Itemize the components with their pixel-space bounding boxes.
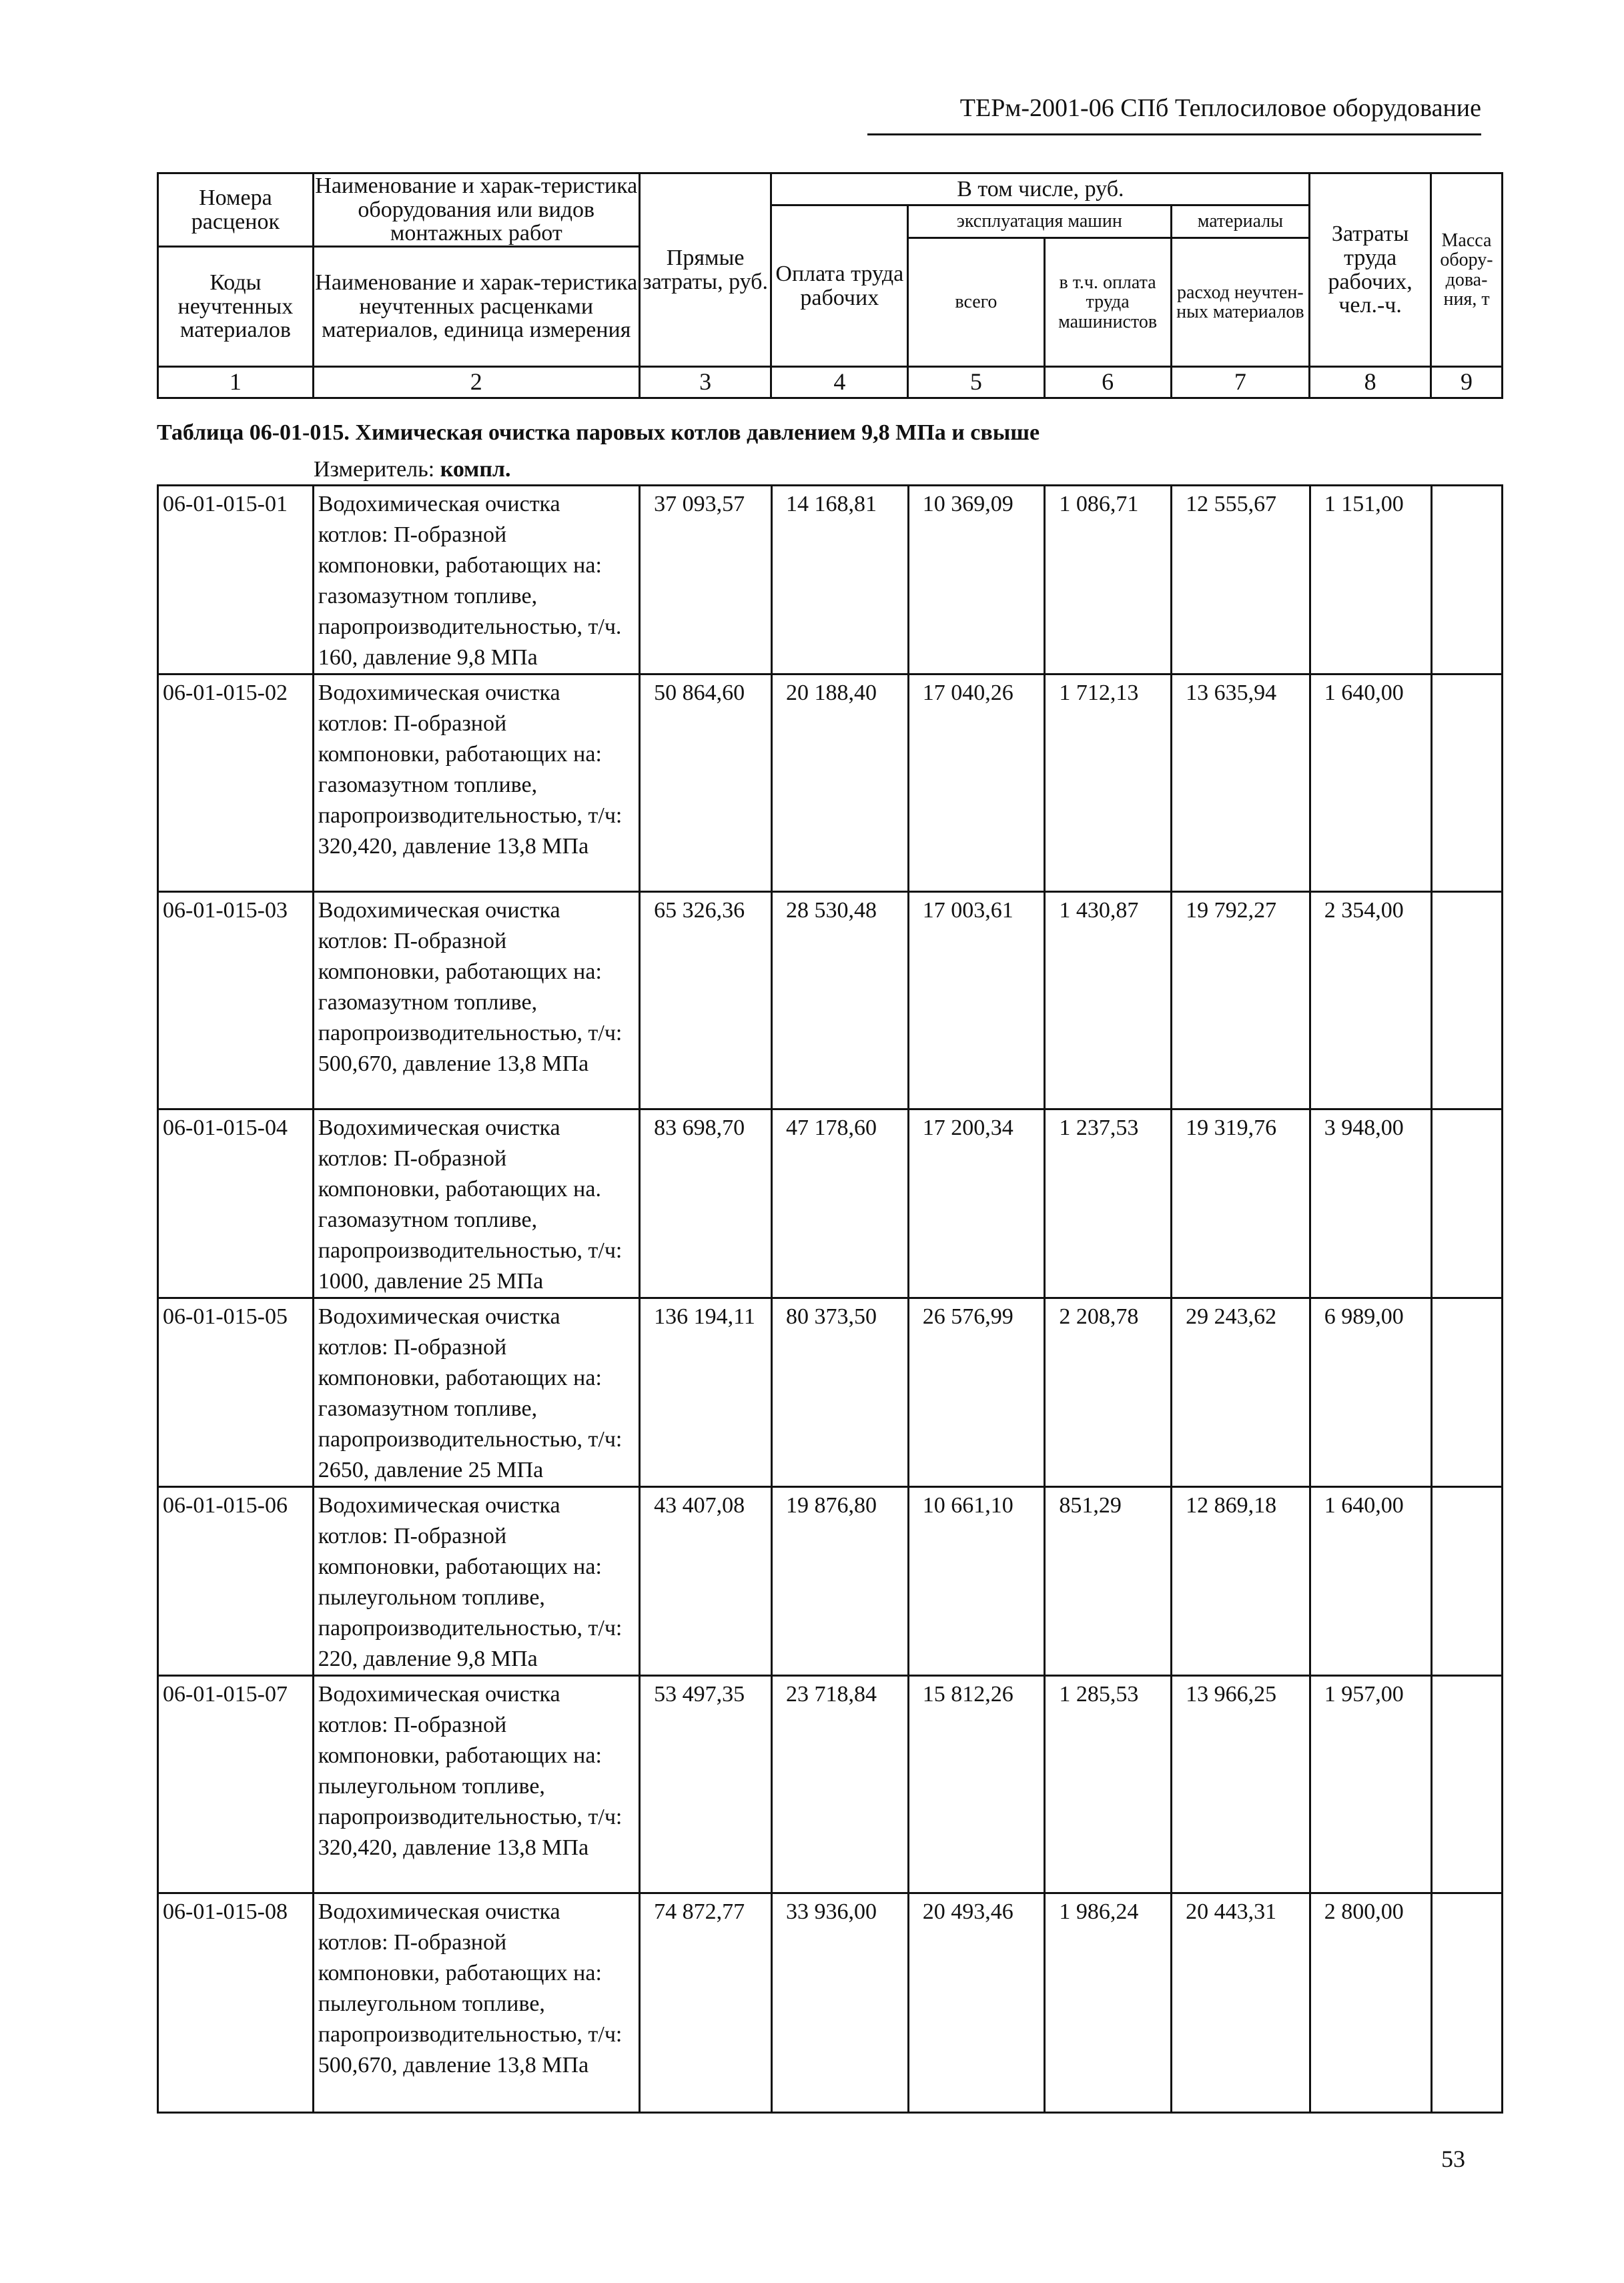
- column-index: 5: [908, 367, 1044, 398]
- column-index: 2: [313, 367, 639, 398]
- equipment-mass: [1431, 674, 1503, 892]
- rate-code: 06-01-015-01: [158, 486, 314, 674]
- labor-hours: 6 989,00: [1310, 1298, 1431, 1487]
- machines-total: 15 812,26: [908, 1676, 1045, 1893]
- labor-pay: 28 530,48: [772, 892, 909, 1109]
- table-row: [158, 1676, 1503, 1893]
- labor-hours: 3 948,00: [1310, 1109, 1431, 1298]
- machines-total: 17 040,26: [908, 674, 1045, 892]
- direct-costs: 43 407,08: [640, 1487, 772, 1676]
- work-description: Водохимическая очистка котлов: П-образной компоновки, работающих на: газомазутном топливе, паропроизводительностью, т/ч: 2650, давление 25 МПа: [313, 1298, 639, 1487]
- column-header-table: [157, 172, 1503, 399]
- machines-total: 26 576,99: [908, 1298, 1045, 1487]
- header-machinists-pay: в т.ч. оплата труда машинистов: [1044, 238, 1171, 367]
- equipment-mass: [1431, 486, 1503, 674]
- table-row: [158, 1298, 1503, 1487]
- labor-hours: 1 640,00: [1310, 674, 1431, 892]
- work-description: Водохимическая очистка котлов: П-образной компоновки, работающих на: пылеугольном топливе, паропроизводительностью, т/ч: 500,670, давление 13,8 МПа: [313, 1893, 639, 2113]
- machinists-pay: 2 208,78: [1045, 1298, 1172, 1487]
- header-code-bottom: Коды неучтенных материалов: [158, 247, 314, 367]
- labor-pay: 20 188,40: [772, 674, 909, 892]
- labor-pay: 47 178,60: [772, 1109, 909, 1298]
- column-index: 9: [1431, 367, 1503, 398]
- header-unaccounted-materials: расход неучтен-ных материалов: [1171, 238, 1310, 367]
- header-direct-costs: Прямые затраты, руб.: [639, 173, 771, 367]
- table-row: [158, 1487, 1503, 1676]
- materials-cost: 29 243,62: [1172, 1298, 1310, 1487]
- machinists-pay: 1 712,13: [1045, 674, 1172, 892]
- work-description: Водохимическая очистка котлов: П-образной компоновки, работающих на: газомазутном топливе, паропроизводительностью, т/ч: 500,670, давление 13,8 МПа: [313, 892, 639, 1109]
- machines-total: 17 003,61: [908, 892, 1045, 1109]
- direct-costs: 65 326,36: [640, 892, 772, 1109]
- column-index: 3: [639, 367, 771, 398]
- header-code-top: Номера расценок: [158, 173, 314, 247]
- direct-costs: 37 093,57: [640, 486, 772, 674]
- rate-code: 06-01-015-03: [158, 892, 314, 1109]
- column-index: 1: [158, 367, 314, 398]
- work-description: Водохимическая очистка котлов: П-образной компоновки, работающих на: газомазутном топливе, паропроизводительностью, т/ч. 160, давление 9,8 МПа: [313, 486, 639, 674]
- header-labor-hours: Затраты труда рабочих, чел.-ч.: [1310, 173, 1431, 367]
- direct-costs: 50 864,60: [640, 674, 772, 892]
- header-name-bottom: Наименование и харак-теристика неучтенных расценками материалов, единица измерения: [313, 247, 639, 367]
- direct-costs: 74 872,77: [640, 1893, 772, 2113]
- machines-total: 17 200,34: [908, 1109, 1045, 1298]
- labor-pay: 80 373,50: [772, 1298, 909, 1487]
- column-index: 7: [1171, 367, 1310, 398]
- labor-pay: 19 876,80: [772, 1487, 909, 1676]
- materials-cost: 13 635,94: [1172, 674, 1310, 892]
- work-description: Водохимическая очистка котлов: П-образной компоновки, работающих на. газомазутном топливе, паропроизводительностью, т/ч: 1000, давление 25 МПа: [313, 1109, 639, 1298]
- machinists-pay: 1 986,24: [1045, 1893, 1172, 2113]
- machinists-pay: 1 086,71: [1045, 486, 1172, 674]
- rates-table: [157, 484, 1503, 2114]
- rate-code: 06-01-015-06: [158, 1487, 314, 1676]
- labor-hours: 2 354,00: [1310, 892, 1431, 1109]
- materials-cost: 20 443,31: [1172, 1893, 1310, 2113]
- header-materials-group: материалы: [1171, 205, 1310, 238]
- direct-costs: 83 698,70: [640, 1109, 772, 1298]
- materials-cost: 12 869,18: [1172, 1487, 1310, 1676]
- table-row: [158, 892, 1503, 1109]
- labor-hours: 1 957,00: [1310, 1676, 1431, 1893]
- equipment-mass: [1431, 1487, 1503, 1676]
- header-equipment-mass: Масса обору-дова-ния, т: [1431, 173, 1503, 367]
- column-index: 4: [771, 367, 908, 398]
- rate-code: 06-01-015-08: [158, 1893, 314, 2113]
- header-machines-group: эксплуатация машин: [908, 205, 1171, 238]
- rate-code: 06-01-015-02: [158, 674, 314, 892]
- labor-hours: 1 151,00: [1310, 486, 1431, 674]
- table-row: [158, 486, 1503, 674]
- labor-pay: 23 718,84: [772, 1676, 909, 1893]
- running-head-rule: [867, 133, 1481, 135]
- work-description: Водохимическая очистка котлов: П-образной компоновки, работающих на: газомазутном топливе, паропроизводительностью, т/ч: 320,420, давление 13,8 МПа: [313, 674, 639, 892]
- header-labor-pay: Оплата труда рабочих: [771, 205, 908, 367]
- equipment-mass: [1431, 1893, 1503, 2113]
- materials-cost: 12 555,67: [1172, 486, 1310, 674]
- machinists-pay: 1 237,53: [1045, 1109, 1172, 1298]
- machinists-pay: 1 430,87: [1045, 892, 1172, 1109]
- labor-hours: 2 800,00: [1310, 1893, 1431, 2113]
- materials-cost: 13 966,25: [1172, 1676, 1310, 1893]
- equipment-mass: [1431, 1109, 1503, 1298]
- materials-cost: 19 792,27: [1172, 892, 1310, 1109]
- measure-label: Измеритель:: [314, 457, 435, 482]
- measure-value: компл.: [440, 457, 511, 482]
- materials-cost: 19 319,76: [1172, 1109, 1310, 1298]
- labor-pay: 14 168,81: [772, 486, 909, 674]
- work-description: Водохимическая очистка котлов: П-образной компоновки, работающих на: пылеугольном топливе, паропроизводительностью, т/ч: 220, давление 9,8 МПа: [313, 1487, 639, 1676]
- rate-code: 06-01-015-05: [158, 1298, 314, 1487]
- page-number: 53: [1441, 2146, 1465, 2172]
- header-name-top: Наименование и харак-теристика оборудования или видов монтажных работ: [313, 173, 639, 247]
- equipment-mass: [1431, 1298, 1503, 1487]
- table-row: [158, 674, 1503, 892]
- running-head: ТЕРм-2001-06 СПб Теплосиловое оборудование: [959, 94, 1481, 122]
- direct-costs: 53 497,35: [640, 1676, 772, 1893]
- work-description: Водохимическая очистка котлов: П-образной компоновки, работающих на: пылеугольном топливе, паропроизводительностью, т/ч: 320,420, давление 13,8 МПа: [313, 1676, 639, 1893]
- table-row: [158, 1109, 1503, 1298]
- machines-total: 10 661,10: [908, 1487, 1045, 1676]
- machinists-pay: 851,29: [1045, 1487, 1172, 1676]
- labor-hours: 1 640,00: [1310, 1487, 1431, 1676]
- direct-costs: 136 194,11: [640, 1298, 772, 1487]
- column-index: 8: [1310, 367, 1431, 398]
- rate-code: 06-01-015-04: [158, 1109, 314, 1298]
- equipment-mass: [1431, 1676, 1503, 1893]
- column-index: 6: [1044, 367, 1171, 398]
- table-row: [158, 1893, 1503, 2113]
- equipment-mass: [1431, 892, 1503, 1109]
- header-machines-total: всего: [908, 238, 1044, 367]
- machinists-pay: 1 285,53: [1045, 1676, 1172, 1893]
- machines-total: 20 493,46: [908, 1893, 1045, 2113]
- measure-unit: [314, 457, 511, 482]
- header-group-including: В том числе, руб.: [771, 173, 1310, 205]
- table-caption: Таблица 06-01-015. Химическая очистка паровых котлов давлением 9,8 МПа и свыше: [157, 420, 1040, 445]
- labor-pay: 33 936,00: [772, 1893, 909, 2113]
- machines-total: 10 369,09: [908, 486, 1045, 674]
- rate-code: 06-01-015-07: [158, 1676, 314, 1893]
